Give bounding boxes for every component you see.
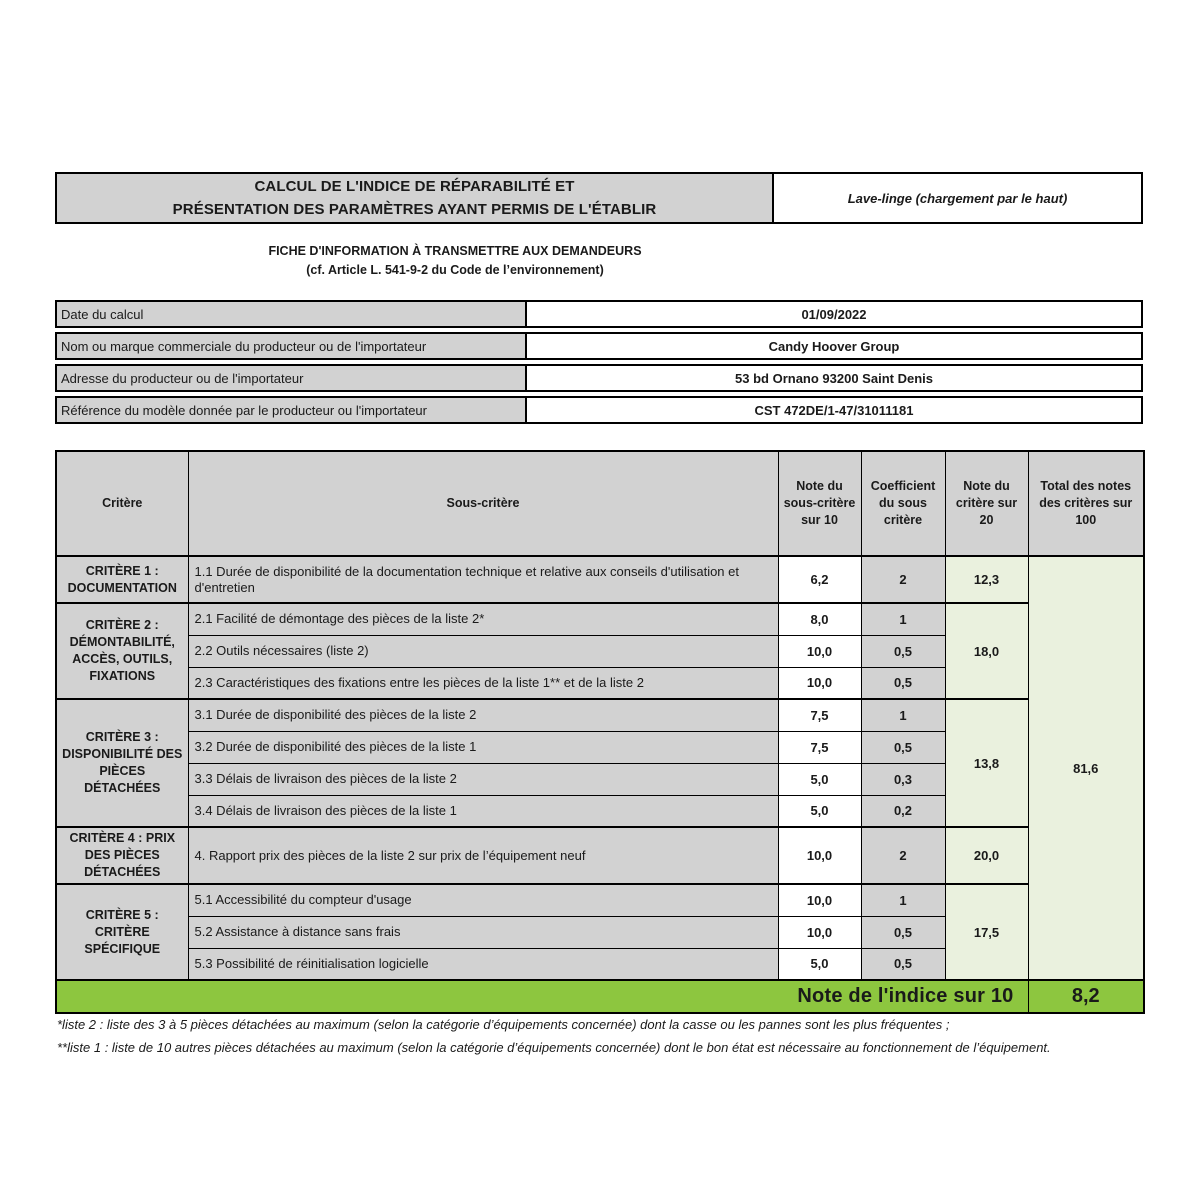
note10-3-4: 5,0 (778, 795, 861, 827)
subcriterion-3-3: 3.3 Délais de livraison des pièces de la liste 2 (188, 763, 778, 795)
coeff-2-2: 0,5 (861, 635, 945, 667)
info-label: Date du calcul (57, 302, 527, 326)
subtitle-line-1: FICHE D'INFORMATION À TRANSMETTRE AUX DEMANDEURS (268, 244, 642, 258)
footnote-liste-2: *liste 2 : liste des 3 à 5 pièces détachées au maximum (selon la catégorie d’équipements concernée) dont la casse ou les pannes sont les plus fréquentes ; (57, 1017, 950, 1032)
table-row (56, 699, 1144, 731)
info-value: Candy Hoover Group (527, 334, 1141, 358)
criteria-table (55, 450, 1145, 1014)
note20-criterion-2: 18,0 (945, 603, 1028, 699)
coeff-3-2: 0,5 (861, 731, 945, 763)
subcriterion-2-2: 2.2 Outils nécessaires (liste 2) (188, 635, 778, 667)
coeff-3-4: 0,2 (861, 795, 945, 827)
info-value: 01/09/2022 (527, 302, 1141, 326)
footnotes (57, 1016, 1147, 1062)
final-index-row (56, 980, 1144, 1013)
info-row-date (55, 300, 1143, 328)
title-bar (55, 172, 1143, 224)
note10-2-1: 8,0 (778, 603, 861, 635)
note10-2-2: 10,0 (778, 635, 861, 667)
header-critere: Critère (56, 451, 188, 556)
info-table (55, 300, 1143, 428)
subcriterion-2-3: 2.3 Caractéristiques des fixations entre les pièces de la liste 1** et de la liste 2 (188, 667, 778, 699)
criterion-1-name: CRITÈRE 1 : DOCUMENTATION (56, 556, 188, 603)
info-row-model-reference (55, 396, 1143, 424)
info-row-producer-address (55, 364, 1143, 392)
note10-4: 10,0 (778, 827, 861, 884)
coeff-1-1: 2 (861, 556, 945, 603)
coeff-5-2: 0,5 (861, 916, 945, 948)
title-line-1: CALCUL DE L'INDICE DE RÉPARABILITÉ ET (254, 178, 575, 195)
coeff-3-1: 1 (861, 699, 945, 731)
coeff-3-3: 0,3 (861, 763, 945, 795)
subcriterion-5-2: 5.2 Assistance à distance sans frais (188, 916, 778, 948)
note10-3-1: 7,5 (778, 699, 861, 731)
criterion-4-name: CRITÈRE 4 : PRIX DES PIÈCES DÉTACHÉES (56, 827, 188, 884)
subcriterion-1-1: 1.1 Durée de disponibilité de la documentation technique et relative aux conseils d'utilisation et d'entretien (188, 556, 778, 603)
final-index-label: Note de l'indice sur 10 (56, 980, 1028, 1013)
subtitle-block (55, 242, 855, 280)
table-header-row (56, 451, 1144, 556)
header-coefficient: Coefficient du sous critère (861, 451, 945, 556)
title-line-2: PRÉSENTATION DES PARAMÈTRES AYANT PERMIS DE L'ÉTABLIR (172, 201, 657, 218)
criterion-3-name: CRITÈRE 3 : DISPONIBILITÉ DES PIÈCES DÉTACHÉES (56, 699, 188, 827)
table-row (56, 827, 1144, 884)
info-label: Référence du modèle donnée par le producteur ou l'importateur (57, 398, 527, 422)
info-label: Adresse du producteur ou de l'importateur (57, 366, 527, 390)
header-total100: Total des notes des critères sur 100 (1028, 451, 1144, 556)
info-row-producer-name (55, 332, 1143, 360)
note20-criterion-4: 20,0 (945, 827, 1028, 884)
subcriterion-4: 4. Rapport prix des pièces de la liste 2 sur prix de l’équipement neuf (188, 827, 778, 884)
info-value: 53 bd Ornano 93200 Saint Denis (527, 366, 1141, 390)
coeff-2-1: 1 (861, 603, 945, 635)
subcriterion-3-1: 3.1 Durée de disponibilité des pièces de la liste 2 (188, 699, 778, 731)
subcriterion-3-4: 3.4 Délais de livraison des pièces de la liste 1 (188, 795, 778, 827)
final-index-value: 8,2 (1028, 980, 1144, 1013)
coeff-2-3: 0,5 (861, 667, 945, 699)
info-value: CST 472DE/1-47/31011181 (527, 398, 1141, 422)
header-sous-critere: Sous-critère (188, 451, 778, 556)
subcriterion-5-1: 5.1 Accessibilité du compteur d'usage (188, 884, 778, 916)
note10-3-3: 5,0 (778, 763, 861, 795)
criterion-5-name: CRITÈRE 5 : CRITÈRE SPÉCIFIQUE (56, 884, 188, 980)
header-note20: Note du critère sur 20 (945, 451, 1028, 556)
product-category: Lave-linge (chargement par le haut) (774, 174, 1141, 222)
footnote-liste-1: **liste 1 : liste de 10 autres pièces détachées au maximum (selon la catégorie d’équipements concernée) dont le bon état est nécessaire au fonctionnement de l’équipement. (57, 1040, 1051, 1055)
header-note10: Note du sous-critère sur 10 (778, 451, 861, 556)
info-label: Nom ou marque commerciale du producteur ou de l'importateur (57, 334, 527, 358)
note10-2-3: 10,0 (778, 667, 861, 699)
note20-criterion-3: 13,8 (945, 699, 1028, 827)
subtitle-line-2: (cf. Article L. 541-9-2 du Code de l’environnement) (306, 263, 604, 277)
document-title (57, 174, 774, 222)
note10-1-1: 6,2 (778, 556, 861, 603)
coeff-5-3: 0,5 (861, 948, 945, 980)
note10-5-3: 5,0 (778, 948, 861, 980)
note10-5-2: 10,0 (778, 916, 861, 948)
note20-criterion-1: 12,3 (945, 556, 1028, 603)
coeff-4: 2 (861, 827, 945, 884)
criterion-2-name: CRITÈRE 2 : DÉMONTABILITÉ, ACCÈS, OUTILS, FIXATIONS (56, 603, 188, 699)
subcriterion-5-3: 5.3 Possibilité de réinitialisation logicielle (188, 948, 778, 980)
note10-5-1: 10,0 (778, 884, 861, 916)
coeff-5-1: 1 (861, 884, 945, 916)
table-row (56, 603, 1144, 635)
subcriterion-3-2: 3.2 Durée de disponibilité des pièces de la liste 1 (188, 731, 778, 763)
table-row (56, 556, 1144, 603)
table-row (56, 884, 1144, 916)
note10-3-2: 7,5 (778, 731, 861, 763)
total-score-100: 81,6 (1028, 556, 1144, 980)
subcriterion-2-1: 2.1 Facilité de démontage des pièces de la liste 2* (188, 603, 778, 635)
note20-criterion-5: 17,5 (945, 884, 1028, 980)
